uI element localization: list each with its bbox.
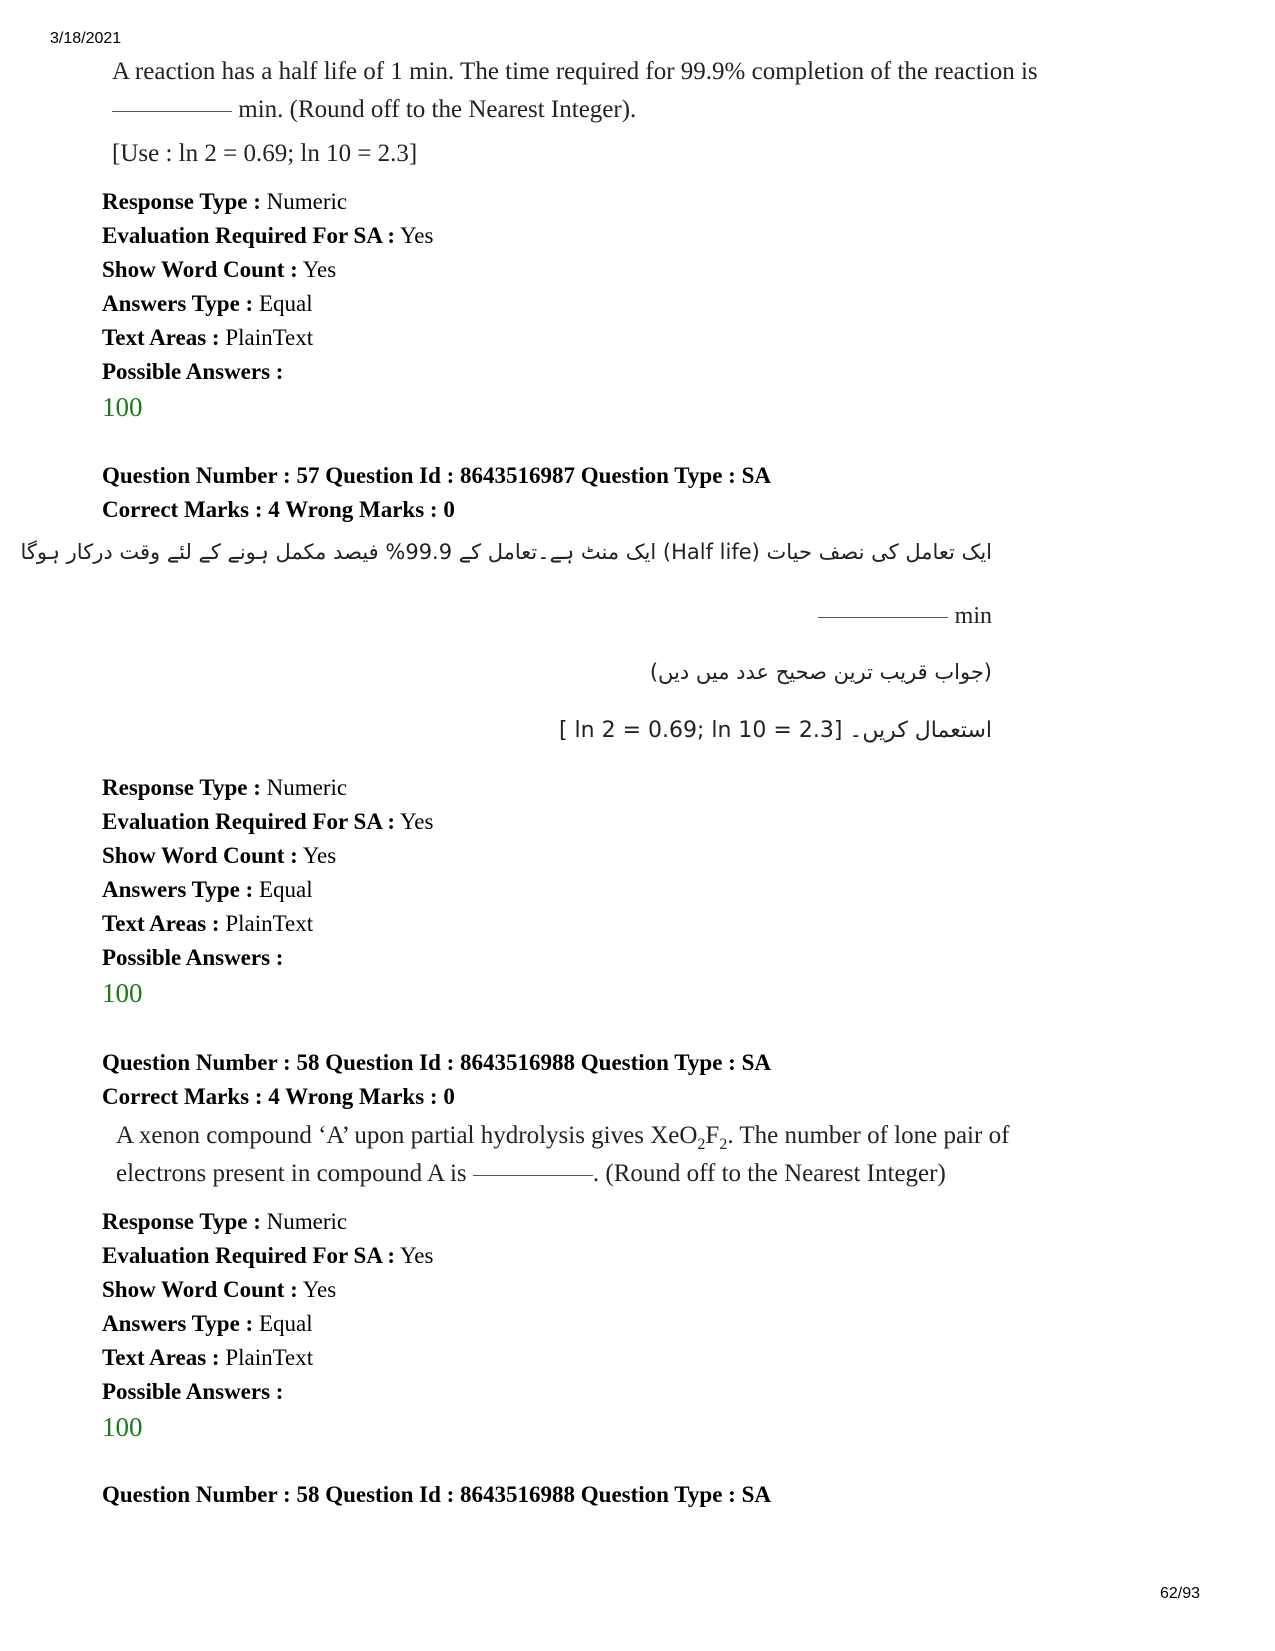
possible-answers-row: Possible Answers : (102, 945, 284, 970)
response-type-row: Response Type : Numeric (102, 1209, 348, 1234)
question-id-line: Question Number : 58 Question Id : 8643516988 Question Type : SA (102, 1482, 771, 1507)
question-line (112, 96, 636, 124)
answer-blank (473, 1174, 593, 1176)
evaluation-row: Evaluation Required For SA : Yes (102, 1243, 434, 1268)
answers-type-row: Answers Type : Equal (102, 291, 313, 316)
possible-answer-value: 100 (102, 1412, 143, 1442)
question-57-urdu-text (20, 540, 992, 760)
question-57-meta (102, 771, 433, 1011)
possible-answer-value: 100 (102, 978, 143, 1008)
question-57-header (102, 459, 771, 527)
question-hint: [Use : ln 2 = 0.69; ln 10 = 2.3] (112, 140, 418, 167)
word-count-row: Show Word Count : Yes (102, 1277, 337, 1302)
page-number: 62/93 (1160, 1585, 1201, 1602)
response-type-row: Response Type : Numeric (102, 189, 348, 214)
text-areas-row: Text Areas : PlainText (102, 325, 314, 350)
question-line: A xenon compound ‘A’ upon partial hydrolysis gives $XeO_2F_2$. The number of lone pair of (116, 1122, 1010, 1153)
response-type-row: Response Type : Numeric (102, 775, 348, 800)
print-date: 3/18/2021 (50, 30, 122, 47)
answer-blank (112, 110, 232, 112)
question-58-meta (102, 1205, 433, 1445)
marks-line: Correct Marks : 4 Wrong Marks : 0 (102, 1084, 455, 1109)
urdu-question-line: ایک تعامل کی نصف حیات (Half life) ایک منٹ ہے۔تعامل کے 99.9% فیصد مکمل ہونے کے لئے وقت درکار ہوگا (20, 540, 992, 564)
possible-answers-row: Possible Answers : (102, 359, 284, 384)
possible-answers-row: Possible Answers : (102, 1379, 284, 1404)
answer-blank (818, 616, 948, 618)
urdu-instruction-line: (جواب قریب ترین صحیح عدد میں دیں) (649, 660, 992, 684)
question-58-repeat-header (102, 1478, 771, 1512)
question-line: A reaction has a half life of 1 min. The time required for 99.9% completion of the reaction is (112, 58, 1038, 85)
question-58-header (102, 1046, 771, 1114)
text-areas-row: Text Areas : PlainText (102, 1345, 314, 1370)
question-line-suffix: min. (Round off to the Nearest Integer). (238, 96, 637, 123)
urdu-answer-unit-line: min (818, 602, 992, 630)
question-id-line: Question Number : 57 Question Id : 8643516987 Question Type : SA (102, 463, 771, 488)
question-id-line: Question Number : 58 Question Id : 8643516988 Question Type : SA (102, 1050, 771, 1075)
word-count-row: Show Word Count : Yes (102, 843, 337, 868)
question-line: electrons present in compound A is . (Round off to the Nearest Integer) (116, 1160, 946, 1187)
question-58-text (116, 1122, 1176, 1202)
possible-answer-value: 100 (102, 392, 143, 422)
marks-line: Correct Marks : 4 Wrong Marks : 0 (102, 497, 455, 522)
question-56-text (112, 58, 1162, 178)
word-count-row: Show Word Count : Yes (102, 257, 337, 282)
evaluation-row: Evaluation Required For SA : Yes (102, 809, 434, 834)
evaluation-row: Evaluation Required For SA : Yes (102, 223, 434, 248)
answers-type-row: Answers Type : Equal (102, 1311, 313, 1336)
question-56-meta (102, 185, 433, 425)
urdu-hint-line: [ ln 2 = 0.69; ln 10 = 2.3] استعمال کریں۔ (558, 718, 992, 743)
answers-type-row: Answers Type : Equal (102, 877, 313, 902)
text-areas-row: Text Areas : PlainText (102, 911, 314, 936)
